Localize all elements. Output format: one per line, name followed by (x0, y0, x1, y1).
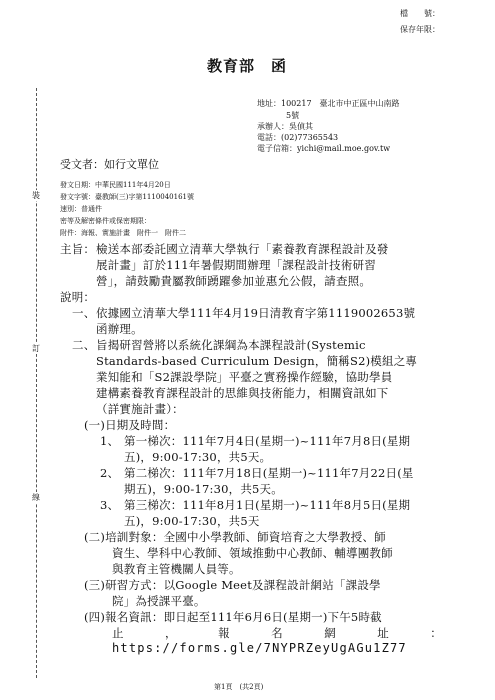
contact-address-cont: 5號 (286, 111, 300, 120)
item-2-line: 建構素養教育課程設計的思維與技術能力，相關資訊如下 (96, 386, 389, 400)
session-3-line: 第三梯次：111年8月1日(星期一)~111年8月5日(星期 (124, 498, 411, 512)
spread-char: ： (430, 626, 442, 640)
retention-period-label: 保存年限： (400, 25, 440, 34)
sub-4-line: (四)報名資訊：即日起至111年6月6日(星期一)下午5時截 (84, 610, 382, 624)
session-1-line: 第一梯次：111年7月4日(星期一)~111年7月8日(星期 (124, 434, 411, 448)
session-2-line: 期五)，9:00-17:30，共5天。 (124, 482, 283, 496)
binding-mark-2: 訂 (32, 344, 40, 353)
subject-line: 檢送本部委託國立清華大學執行「素養教育課程設計及發 (96, 242, 389, 256)
sub-3-line: (三)研習方式：以Google Meet及課程設計網站「課設學 (84, 578, 381, 592)
contact-email: 電子信箱：yichi@mail.moe.gov.tw (257, 144, 391, 153)
binding-mark-1: 裝 (32, 191, 40, 200)
spread-char: 報 (218, 626, 230, 640)
page-footer: 第1頁 (共2頁) (214, 683, 264, 691)
subject-line: 營」，請鼓勵貴屬教師踴躍參加並惠允公假，請查照。 (96, 274, 372, 288)
spread-char: 址 (377, 626, 389, 640)
session-2-line: 第二梯次：111年7月18日(星期一)~111年7月22日(星 (124, 466, 414, 480)
session-1-line: 五)，9:00-17:30，共5天。 (124, 450, 272, 464)
item-2-line: （詳實施計畫）： (96, 402, 184, 416)
spread-char: 止 (112, 626, 124, 640)
recipient: 受文者：如行文單位 (60, 158, 159, 171)
item-2-line: 業知能和「S2課設學院」平臺之實務操作經驗，協助學員 (96, 370, 393, 384)
subject-line: 展計畫」訂於111年暑假期間辦理「課程設計技術研習 (96, 258, 376, 272)
item-1-line: 依據國立清華大學111年4月19日清教育字第1119002653號 (96, 306, 416, 320)
sub-3-line: 院」為授課平臺。 (112, 594, 206, 608)
file-number-label: 檔 號： (400, 9, 440, 18)
item-1-line: 函辦理。 (96, 322, 143, 336)
spread-char: ， (165, 626, 177, 640)
contact-handler: 承辦人：吳偵其 (257, 122, 313, 131)
session-3-line: 五)，9:00-17:30，共5天 (124, 514, 260, 528)
contact-address: 地址：100217 臺北市中正區中山南路 (257, 99, 400, 108)
registration-url[interactable]: https://forms.gle/7NYPRZeyUgAGu1Z77 (112, 641, 407, 655)
binding-line (36, 88, 37, 678)
explanation-label: 說明： (60, 290, 96, 304)
session-2-number: 2、 (100, 466, 120, 480)
sub-1-label: (一)日期及時間： (84, 418, 176, 432)
item-1-number: 一、 (72, 306, 96, 320)
page-title: 教育部 函 (207, 57, 288, 75)
spread-char: 網 (324, 626, 336, 640)
registration-url-label (112, 625, 442, 641)
session-1-number: 1、 (100, 434, 120, 448)
spread-char: 名 (271, 626, 283, 640)
sub-2-line: 資生、學科中心教師、領域推動中心教師、輔導團教師 (112, 546, 393, 560)
contact-phone: 電話：(02)77365543 (257, 133, 339, 142)
item-2-line: 旨揭研習營將以系統化課綱為本課程設計(Systemic (96, 338, 366, 352)
secrecy-level: 密等及解密條件或保密期限： (60, 217, 151, 225)
sub-2-line: (二)培訓對象：全國中小學教師、師資培育之大學教授、師 (84, 530, 386, 544)
issue-number: 發文字號：臺教師(三)字第1110040161號 (60, 193, 194, 201)
attachments: 附件：海報、實施計畫 附件一 附件二 (60, 229, 186, 237)
speed-class: 速別：普通件 (60, 205, 102, 213)
subject-label: 主旨： (60, 242, 96, 256)
sub-2-line: 與教育主管機關人員等。 (112, 562, 241, 576)
item-2-line: Standards-based Curriculum Design，簡稱S2)模組之專 (96, 354, 418, 368)
session-3-number: 3、 (100, 498, 120, 512)
binding-mark-3: 線 (32, 493, 40, 502)
item-2-number: 二、 (72, 338, 96, 352)
issue-date: 發文日期：中華民國111年4月20日 (60, 181, 171, 189)
